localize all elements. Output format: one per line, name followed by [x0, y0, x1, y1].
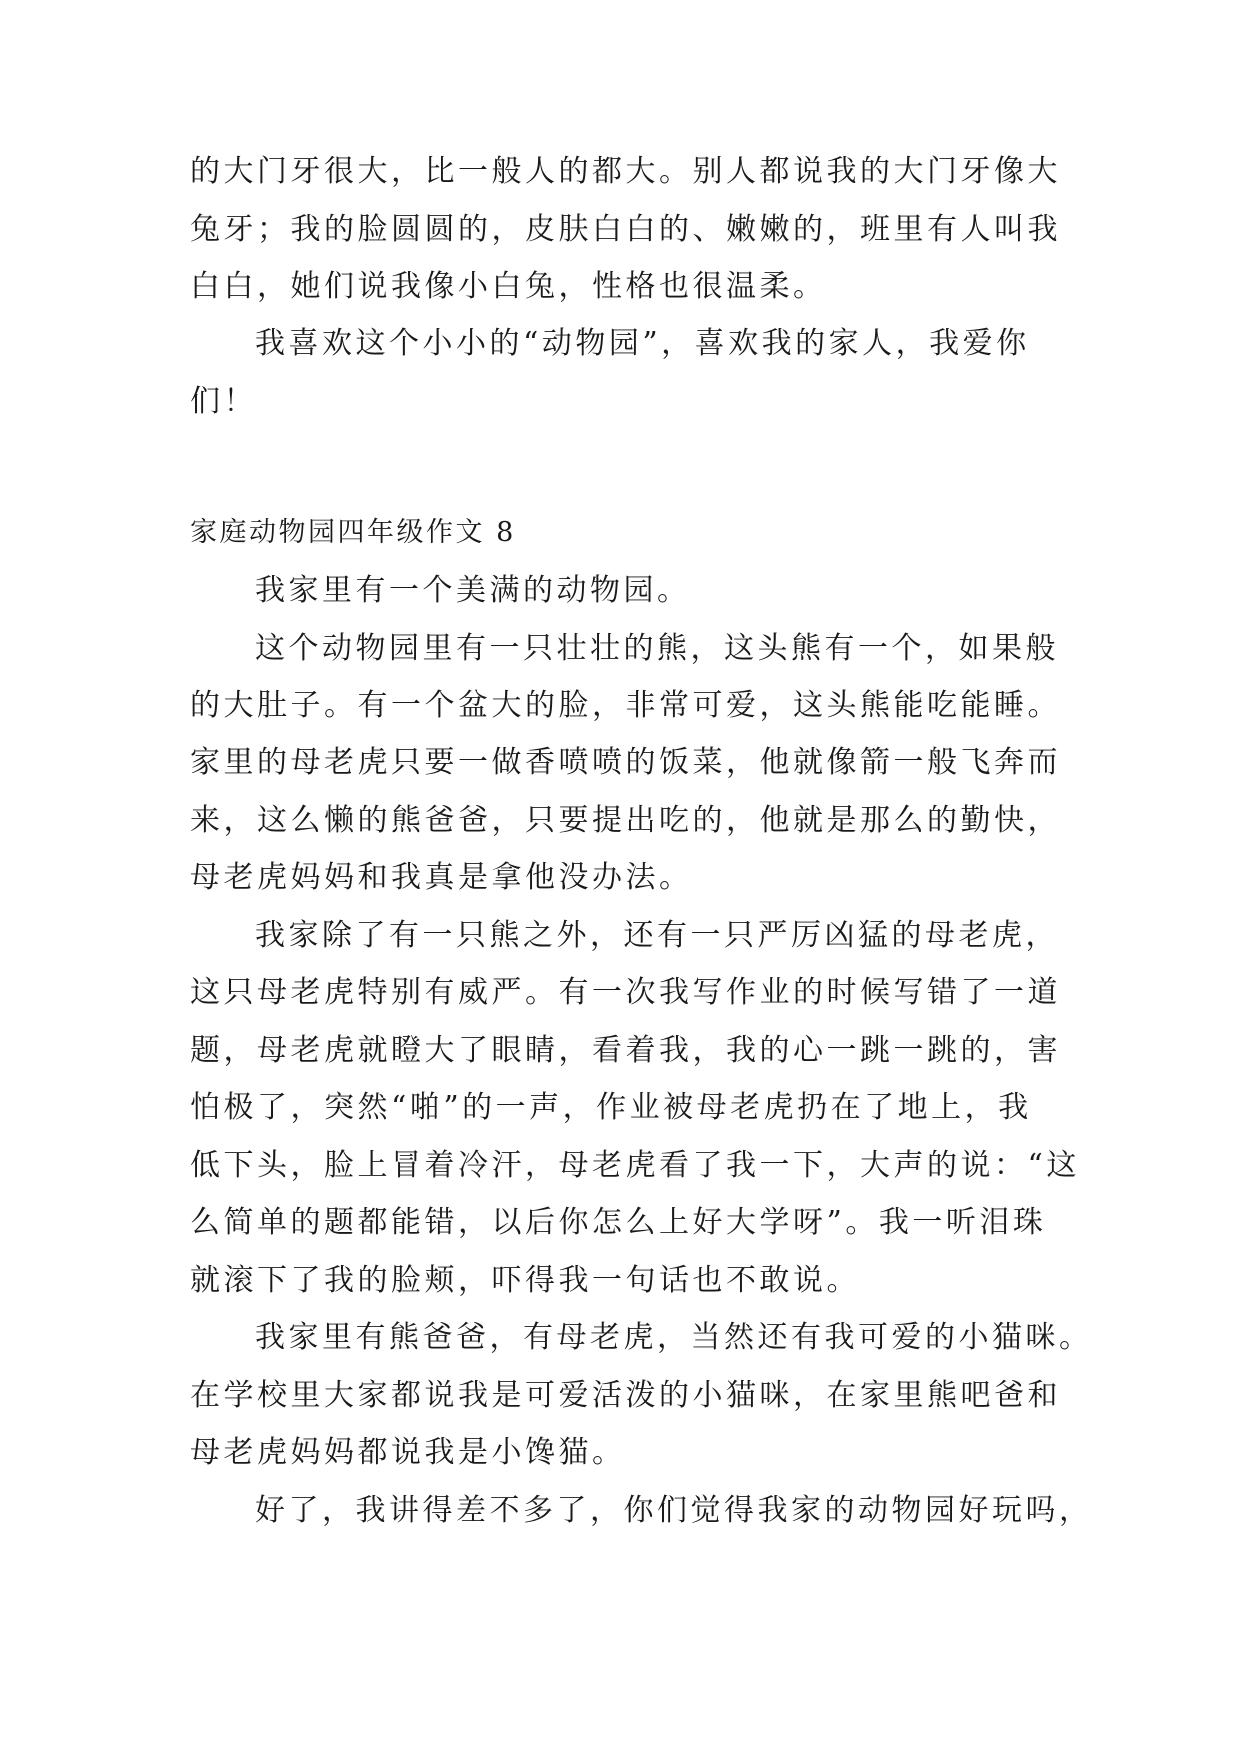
- paragraph-line: 白白，她们说我像小白兔，性格也很温柔。: [190, 269, 827, 304]
- paragraph-line: 低下头，脸上冒着冷汗，母老虎看了我一下，大声的说：“这: [190, 1148, 1080, 1183]
- paragraph-line: 的大门牙很大，比一般人的都大。别人都说我的大门牙像大: [190, 154, 1061, 189]
- paragraph-line: 来，这么懒的熊爸爸，只要提出吃的，他就是那么的勤快，: [190, 803, 1061, 838]
- paragraph-line: 我家里有熊爸爸，有母老虎，当然还有我可爱的小猫咪。: [255, 1320, 1093, 1355]
- paragraph-line: 这只母老虎特别有威严。有一次我写作业的时候写错了一道: [190, 975, 1061, 1010]
- paragraph-line: 的大肚子。有一个盆大的脸，非常可爱，这头熊能吃能睡。: [190, 688, 1061, 723]
- paragraph-line: 题，母老虎就瞪大了眼睛，看着我，我的心一跳一跳的，害: [190, 1033, 1061, 1068]
- paragraph-line: 我家里有一个美满的动物园。: [255, 573, 691, 608]
- paragraph-line: 母老虎妈妈都说我是小馋猫。: [190, 1435, 626, 1470]
- paragraph-line: 这个动物园里有一只壮壮的熊，这头熊有一个，如果般: [255, 631, 1059, 666]
- paragraph-line: 我家除了有一只熊之外，还有一只严厉凶猛的母老虎，: [255, 918, 1059, 953]
- paragraph-line: 们！: [190, 384, 257, 419]
- paragraph-line: 怕极了，突然“啪”的一声，作业被母老虎扔在了地上，我: [190, 1090, 1032, 1125]
- paragraph-line: 就滚下了我的脸颊，吓得我一句话也不敢说。: [190, 1263, 860, 1298]
- paragraph-line: 在学校里大家都说我是可爱活泼的小猫咪，在家里熊吧爸和: [190, 1378, 1061, 1413]
- essay-heading: 家庭动物园四年级作文 8: [190, 517, 516, 548]
- paragraph-line: 家里的母老虎只要一做香喷喷的饭菜，他就像箭一般飞奔而: [190, 745, 1061, 780]
- paragraph-line: 我喜欢这个小小的“动物园”，喜欢我的家人，我爱你: [255, 326, 1030, 361]
- paragraph-line: 好了，我讲得差不多了，你们觉得我家的动物园好玩吗，: [255, 1493, 1093, 1528]
- paragraph-line: 兔牙；我的脸圆圆的，皮肤白白的、嫩嫩的，班里有人叫我: [190, 212, 1061, 247]
- paragraph-line: 么简单的题都能错，以后你怎么上好大学呀”。我一听泪珠: [190, 1205, 1047, 1240]
- paragraph-line: 母老虎妈妈和我真是拿他没办法。: [190, 860, 693, 895]
